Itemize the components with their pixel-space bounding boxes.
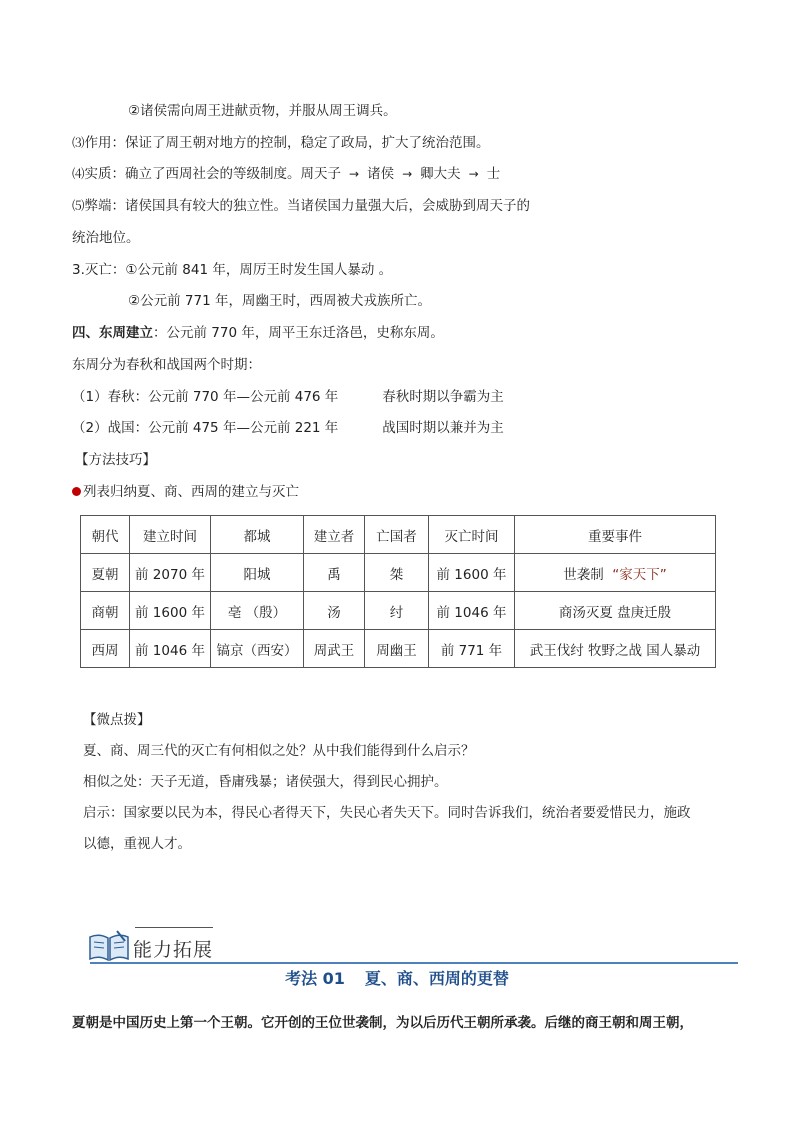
text-line: 四、东周建立：公元前 770 年，周平王东迁洛邑，史称东周。 bbox=[72, 325, 444, 341]
tip-inspiration: 启示：国家要以民为本，得民心者得天下，失民心者失天下。同时告诉我们，统治者要爱惜民力，施政 bbox=[83, 805, 691, 821]
table-cell: 前 1600 年 bbox=[130, 592, 211, 630]
section-title: 能力拓展 bbox=[133, 939, 214, 961]
item-number: ⑸ bbox=[72, 198, 85, 213]
text-line: ⑶作用：保证了周王朝对地方的控制，稳定了政局，扩大了统治范围。 bbox=[72, 135, 490, 151]
table-cell: 亳 （殷） bbox=[211, 592, 304, 630]
table-cell: 桀 bbox=[365, 554, 429, 592]
text-line: ⑷实质：确立了西周社会的等级制度。周天子 → 诸侯 → 卿大夫 → 士 bbox=[72, 166, 501, 182]
table-header-cell: 朝代 bbox=[81, 516, 130, 554]
text-line: ⑸弊端：诸侯国具有较大的独立性。当诸侯国力量强大后，会威胁到周天子的 bbox=[72, 198, 531, 214]
table-cell: 前 1046 年 bbox=[130, 630, 211, 668]
table-header-cell: 都城 bbox=[211, 516, 304, 554]
method-heading: 【方法技巧】 bbox=[75, 452, 156, 468]
table-cell: 纣 bbox=[365, 592, 429, 630]
quote-text: “家天下” bbox=[612, 566, 667, 583]
text-line: ②诸侯需向周王进献贡物，并服从周王调兵。 bbox=[128, 103, 397, 119]
table-header-cell: 重要事件 bbox=[515, 516, 716, 554]
table-cell: 前 2070 年 bbox=[130, 554, 211, 592]
table-cell: 武王伐纣 牧野之战 国人暴动 bbox=[515, 630, 716, 668]
table-cell: 西周 bbox=[81, 630, 130, 668]
arrow-icon: → bbox=[349, 167, 360, 181]
method-item: 列表归纳夏、商、西周的建立与灭亡 bbox=[72, 482, 299, 502]
table-header-cell: 灭亡时间 bbox=[429, 516, 515, 554]
table-header-cell: 亡国者 bbox=[365, 516, 429, 554]
table-cell: 周幽王 bbox=[365, 630, 429, 668]
table-cell: 阳城 bbox=[211, 554, 304, 592]
table-row bbox=[81, 630, 716, 668]
paragraph-line: 夏朝是中国历史上第一个王朝。它开创的王位世袭制，为以后历代王朝所承袭。后继的商王朝和周王朝， bbox=[72, 1015, 693, 1031]
table-cell: 前 1046 年 bbox=[429, 592, 515, 630]
tip-inspiration: 以德，重视人才。 bbox=[83, 836, 191, 852]
table-header-cell: 建立者 bbox=[304, 516, 365, 554]
table-cell: 周武王 bbox=[304, 630, 365, 668]
table-header-row bbox=[81, 516, 716, 554]
section-divider bbox=[90, 962, 738, 964]
text-line: 3.灭亡：①公元前 841 年，周厉王时发生国人暴动 。 bbox=[72, 262, 393, 278]
text-line: 统治地位。 bbox=[72, 230, 140, 246]
arrow-icon: → bbox=[402, 167, 413, 181]
text-line: ②公元前 771 年，周幽王时，西周被犬戎族所亡。 bbox=[128, 293, 431, 309]
table-cell: 世袭制 “家天下” bbox=[515, 554, 716, 592]
tip-heading: 【微点拨】 bbox=[83, 712, 151, 728]
bullet-icon bbox=[72, 487, 81, 496]
table-row bbox=[81, 592, 716, 630]
table-cell: 镐京（西安） bbox=[211, 630, 304, 668]
table-cell: 汤 bbox=[304, 592, 365, 630]
item-number: ⑷ bbox=[72, 166, 85, 181]
tip-similarity: 相似之处：天子无道，昏庸残暴；诸侯强大，得到民心拥护。 bbox=[83, 774, 448, 790]
tip-question: 夏、商、周三代的灭亡有何相似之处？从中我们能得到什么启示？ bbox=[83, 743, 475, 759]
table-cell: 商汤灭夏 盘庚迁殷 bbox=[515, 592, 716, 630]
item-number: ⑶ bbox=[72, 135, 85, 150]
table-cell: 商朝 bbox=[81, 592, 130, 630]
table-cell: 夏朝 bbox=[81, 554, 130, 592]
table-cell: 前 1600 年 bbox=[429, 554, 515, 592]
decorative-line bbox=[135, 927, 213, 928]
table-cell: 禹 bbox=[304, 554, 365, 592]
arrow-icon: → bbox=[468, 167, 479, 181]
table-header-cell: 建立时间 bbox=[130, 516, 211, 554]
dynasty-table bbox=[80, 515, 716, 668]
table-cell: 前 771 年 bbox=[429, 630, 515, 668]
book-icon bbox=[87, 929, 131, 963]
text-line: （1）春秋：公元前 770 年—公元前 476 年 春秋时期以争霸为主 bbox=[72, 389, 504, 405]
text-line: 东周分为春秋和战国两个时期： bbox=[72, 357, 261, 373]
table-row bbox=[81, 554, 716, 592]
text-line: （2）战国：公元前 475 年—公元前 221 年 战国时期以兼并为主 bbox=[72, 420, 504, 436]
section-heading: 四、东周建立 bbox=[72, 325, 153, 341]
kaofa-title: 考法 01 夏、商、西周的更替 bbox=[285, 969, 509, 988]
